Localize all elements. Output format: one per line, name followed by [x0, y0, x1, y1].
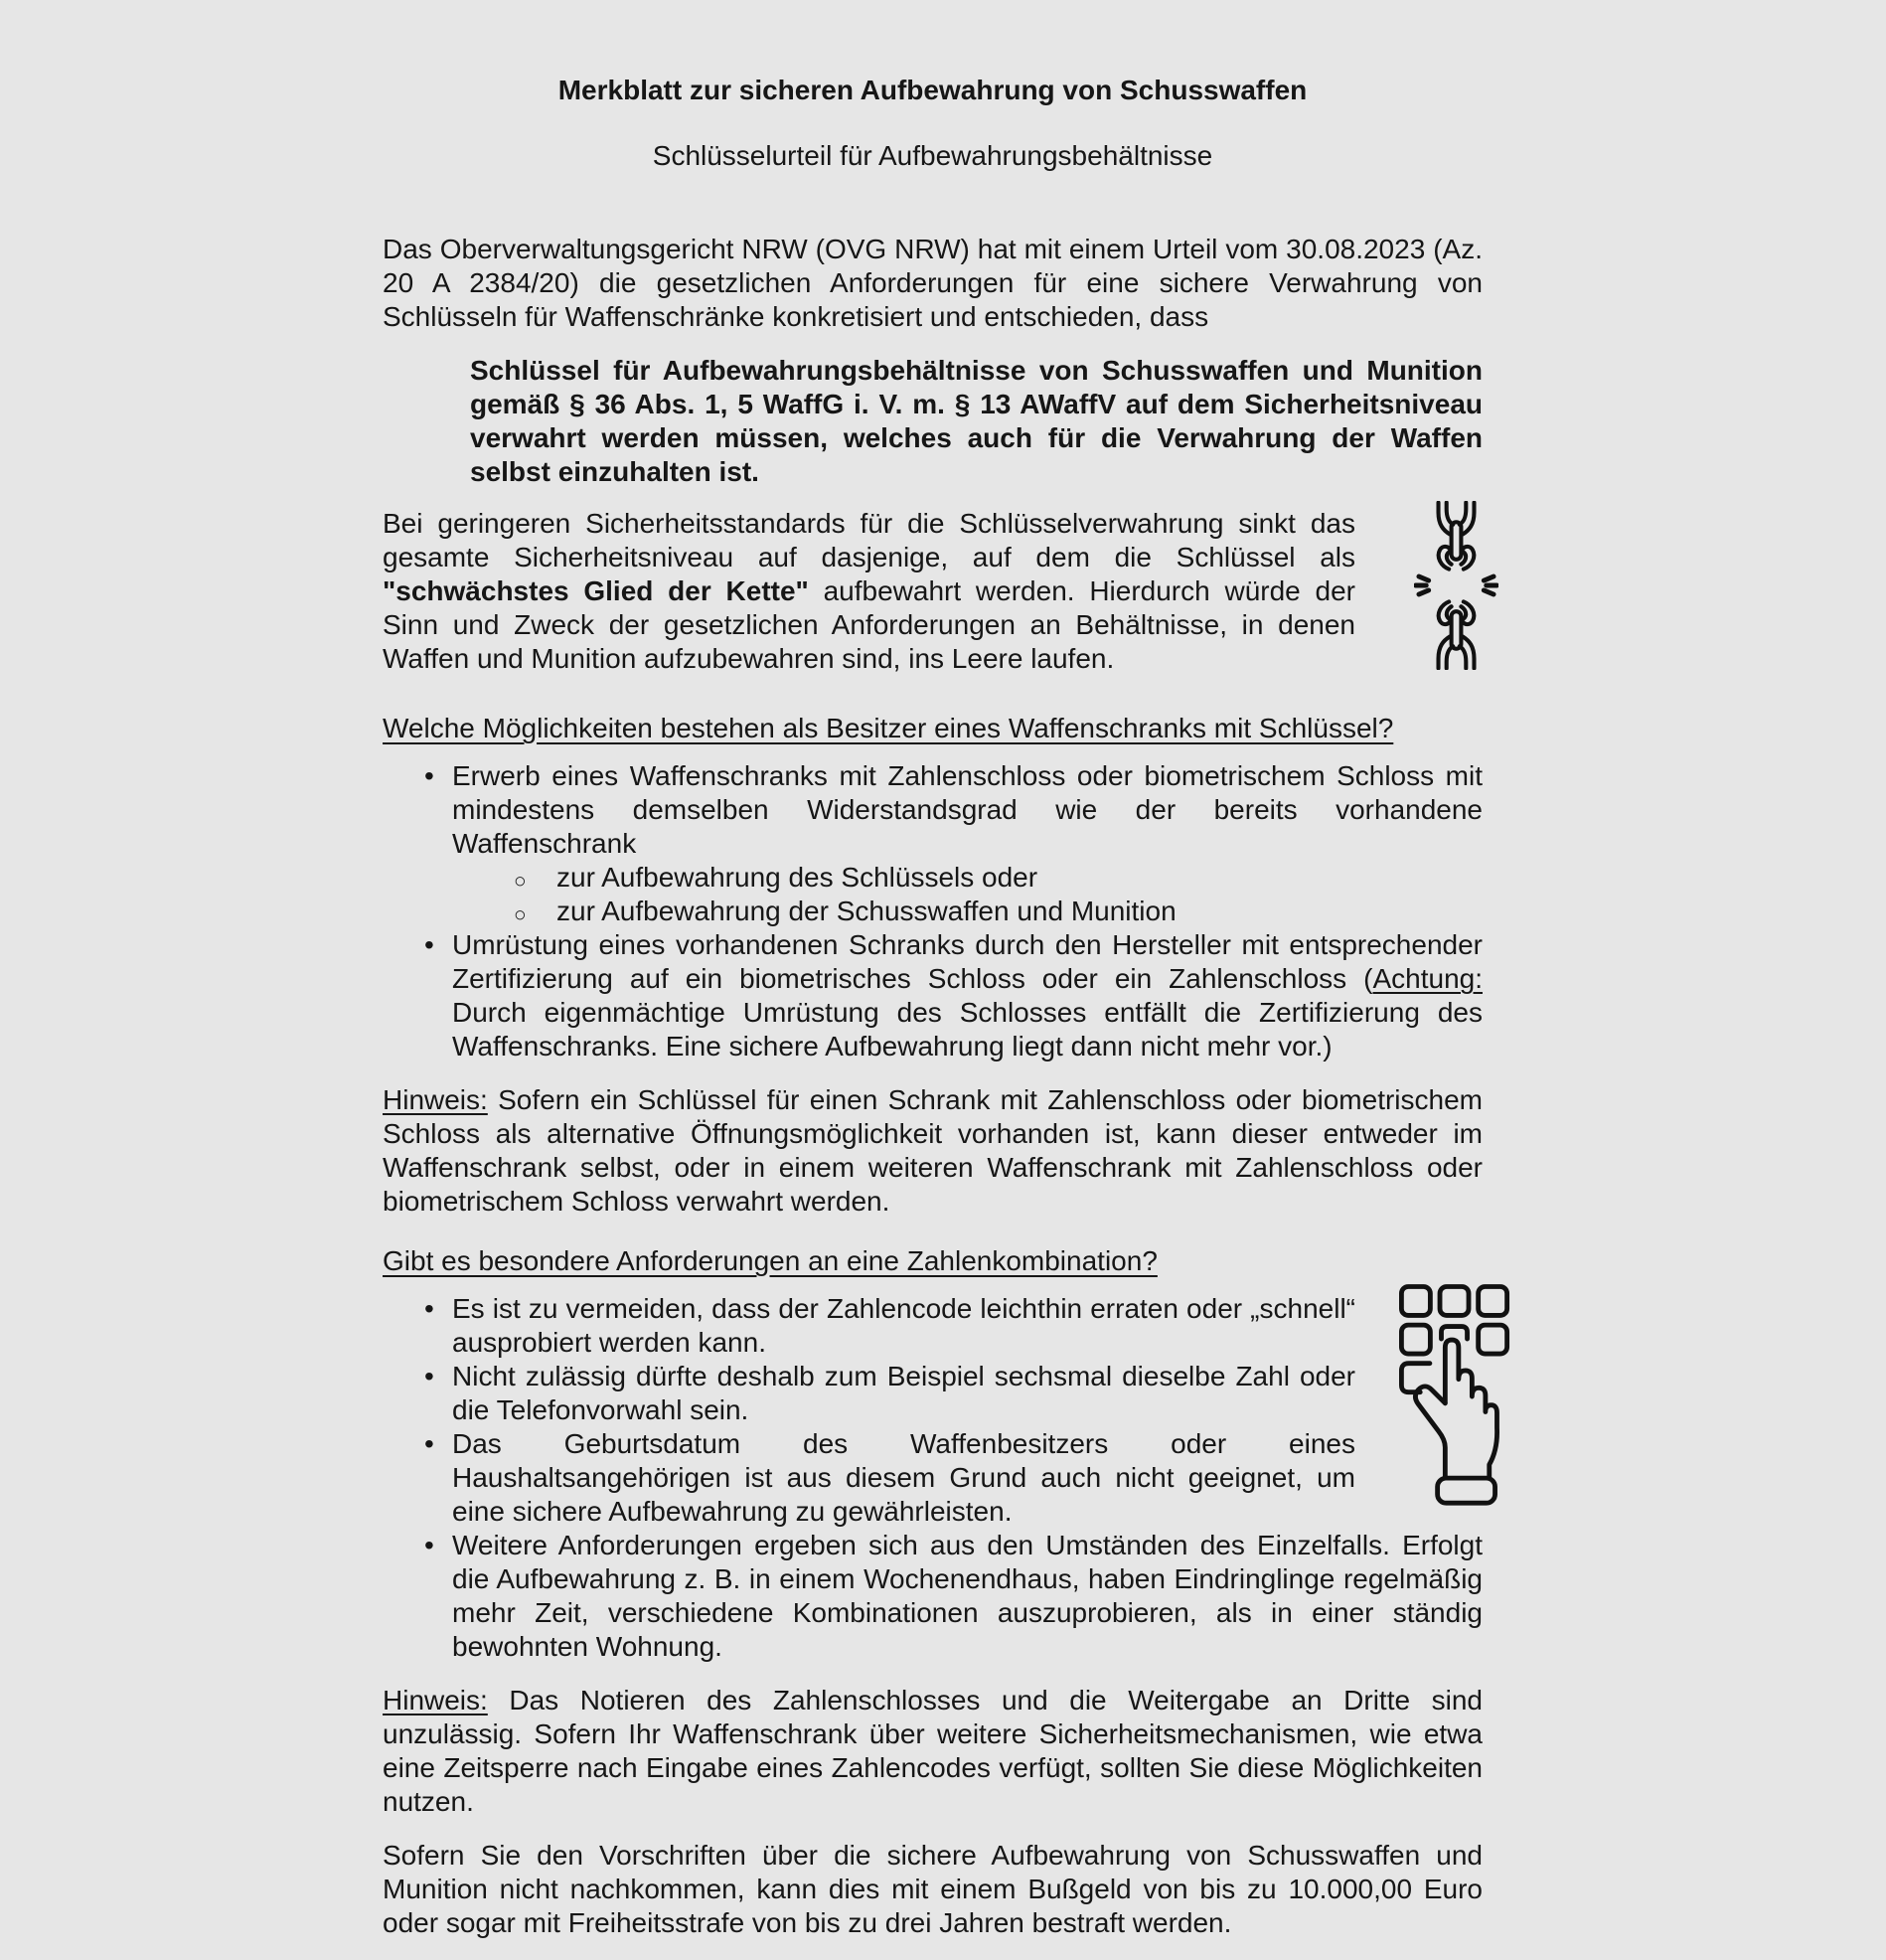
list-item [383, 759, 1483, 928]
list-item-text: Erwerb eines Waffenschranks mit Zahlenschloss oder biometrischem Schloss mit mindestens demselben Widerstandsgrad wie der bereits vorhandene Waffenschrank [452, 760, 1483, 859]
court-ruling-quote: Schlüssel für Aufbewahrungsbehältnisse von Schusswaffen und Munition gemäß § 36 Abs. 1, 5 WaffG i. V. m. § 13 AWaffV auf dem Sicherheitsniveau verwahrt werden müssen, welches auch für die Verwahrung der Waffen selbst einzuhalten ist. [470, 355, 1483, 487]
hint-paragraph-key [383, 1083, 1483, 1219]
intro-paragraph: Das Oberverwaltungsgericht NRW (OVG NRW) hat mit einem Urteil vom 30.08.2023 (Az. 20 A 2384/20) die gesetzlichen Anforderungen für eine sichere Verwahrung von Schlüsseln für Waffenschränke konkretisiert und entschieden, dass [383, 234, 1483, 332]
hint-label: Hinweis: [383, 1685, 488, 1715]
weakest-link-text-before: Bei geringeren Sicherheitsstandards für die Schlüsselverwahrung sinkt das gesamte Sicherheitsniveau auf dasjenige, auf dem die Schlüssel als [383, 508, 1355, 572]
section-heading-key-options: Welche Möglichkeiten bestehen als Besitzer eines Waffenschranks mit Schlüssel? [383, 713, 1394, 743]
achtung-label: Achtung: [1372, 963, 1483, 994]
break-spark-lines [1416, 576, 1497, 594]
sub-list-item: ○ zur Aufbewahrung des Schlüssels oder [452, 861, 1483, 895]
list-item-text: Durch eigenmächtige Umrüstung des Schlosses entfällt die Zertifizierung des Waffenschranks. Eine sichere Aufbewahrung liegt dann nicht mehr vor.) [452, 997, 1483, 1062]
sub-list-item: ○ zur Aufbewahrung der Schusswaffen und Munition [452, 895, 1483, 928]
list-item [383, 928, 1483, 1063]
list-item: • Weitere Anforderungen ergeben sich aus den Umständen des Einzelfalls. Erfolgt die Aufbewahrung z. B. in einem Wochenendhaus, haben Eindringlinge regelmäßig mehr Zeit, verschiedene Kombinationen auszuprobieren, als in einer ständig bewohnten Wohnung. [383, 1529, 1483, 1664]
key-options-list [383, 759, 1483, 1063]
list-item: • Das Geburtsdatum des Waffenbesitzers oder eines Haushaltsangehörigen ist aus diesem Grund auch nicht geeignet, um eine sichere Aufbewahrung zu gewährleisten. [383, 1427, 1483, 1529]
hint-text: Das Notieren des Zahlenschlosses und die Weitergabe an Dritte sind unzulässig. Sofern Ihr Waffenschrank über weitere Sicherheitsmechanismen, wie etwa eine Zeitsperre nach Eingabe eines Zahlencodes verfügt, sollten Sie diese Möglichkeiten nutzen. [383, 1685, 1483, 1817]
weakest-link-bold: "schwächstes Glied der Kette" [383, 575, 809, 606]
weakest-link-text-after: aufbewahrt werden. Hierdurch würde der Sinn und Zweck der gesetzlichen Anforderungen an Behältnisse, in denen Waffen und Munition aufzubewahren sind, ins Leere laufen. [383, 575, 1356, 674]
page-subtitle: Schlüsselurteil für Aufbewahrungsbehältnisse [652, 140, 1213, 171]
weakest-link-paragraph [383, 507, 1483, 676]
sub-list [452, 861, 1483, 928]
list-item-text: Umrüstung eines vorhandenen Schranks durch den Hersteller mit entsprechender Zertifizierung auf ein biometrisches Schloss oder ein Zahlenschloss ( [452, 929, 1483, 994]
hint-text: Sofern ein Schlüssel für einen Schrank mit Zahlenschloss oder biometrischem Schloss als alternative Öffnungsmöglichkeit vorhanden ist, kann dieser entweder im Waffenschrank selbst, oder in einem weiteren Waffenschrank mit Zahlenschloss oder biometrischem Schloss verwahrt werden. [383, 1084, 1483, 1217]
broken-chain-icon [1414, 501, 1498, 670]
hint-paragraph-code [383, 1684, 1483, 1819]
closing-paragraph: Sofern Sie den Vorschriften über die sichere Aufbewahrung von Schusswaffen und Munition nicht nachkommen, kann dies mit einem Bußgeld von bis zu 10.000,00 Euro oder sogar mit Freiheitsstrafe von bis zu drei Jahren bestraft werden. [383, 1840, 1483, 1938]
list-item: • Nicht zulässig dürfte deshalb zum Beispiel sechsmal dieselbe Zahl oder die Telefonvorwahl sein. [383, 1360, 1483, 1427]
section-heading-code-requirements: Gibt es besondere Anforderungen an eine Zahlenkombination? [383, 1245, 1158, 1276]
page-title: Merkblatt zur sicheren Aufbewahrung von Schusswaffen [557, 75, 1308, 105]
list-item: • Es ist zu vermeiden, dass der Zahlencode leichthin erraten oder „schnell“ ausprobiert werden kann. [383, 1292, 1483, 1360]
code-requirements-list [383, 1292, 1483, 1664]
hint-label: Hinweis: [383, 1084, 488, 1115]
document-content [383, 74, 1483, 1960]
